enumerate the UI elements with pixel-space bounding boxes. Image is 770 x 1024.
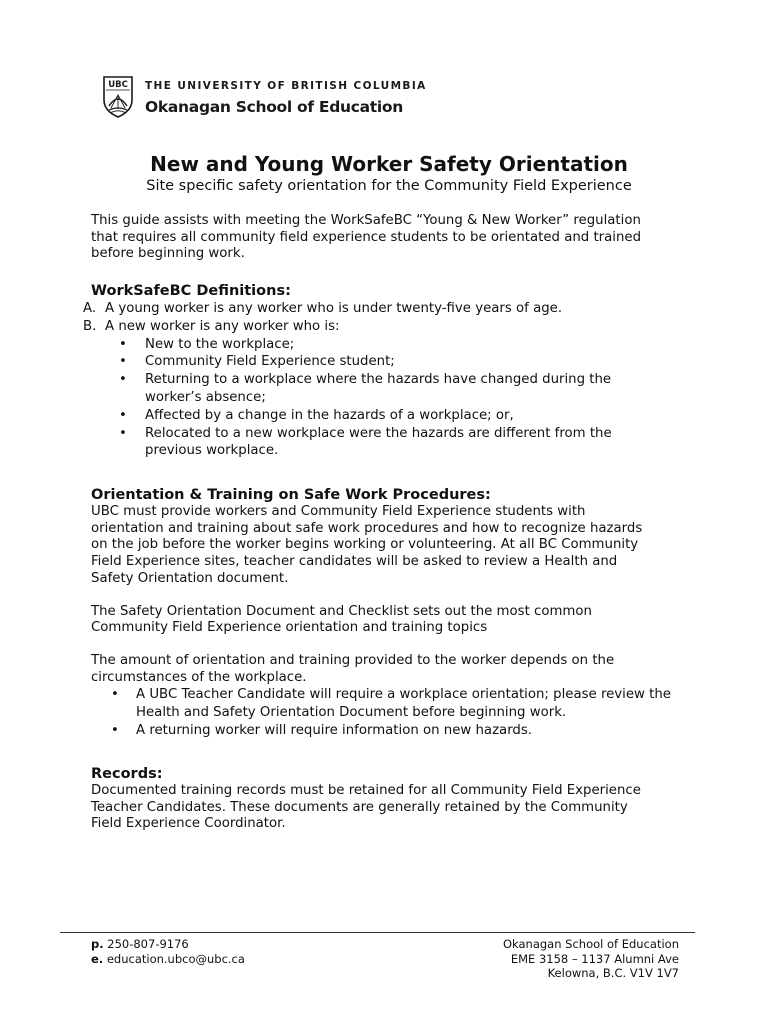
list-item-text: New to the workplace;: [145, 336, 295, 352]
list-item-text: A new worker is any worker who is:: [105, 318, 340, 334]
ubc-crest-logo: [103, 76, 133, 118]
orientation-line: orientation and training about safe work procedures and how to recognize hazards: [91, 520, 643, 536]
orientation-section: [91, 486, 687, 740]
address-line: Kelowna, B.C. V1V 1V7: [547, 966, 679, 980]
list-item-text: Affected by a change in the hazards of a workplace; or,: [145, 407, 514, 423]
orientation-heading: Orientation & Training on Safe Work Procedures:: [91, 487, 491, 503]
school-name: Okanagan School of Education: [145, 98, 403, 116]
list-item-text: A young worker is any worker who is under twenty-five years of age.: [105, 301, 563, 316]
crest-text: UBC: [108, 80, 128, 90]
definitions-heading: WorkSafeBC Definitions:: [91, 283, 291, 299]
orientation-line: circumstances of the workplace.: [91, 669, 307, 685]
list-marker: B.: [83, 318, 97, 334]
email-address: education.ubco@ubc.ca: [106, 952, 245, 966]
list-item-text: A UBC Teacher Candidate will require a workplace orientation; please review the Health and Safety Orientation Document before beginning work.: [136, 687, 671, 721]
page-title: New and Young Worker Safety Orientation: [150, 152, 628, 176]
page-subtitle: Site specific safety orientation for the Community Field Experience: [146, 178, 632, 194]
orientation-line: The amount of orientation and training provided to the worker depends on the: [91, 652, 615, 668]
address-line: EME 3158 – 1137 Alumni Ave: [510, 951, 679, 966]
list-marker: A.: [83, 301, 97, 316]
intro-paragraph: [91, 213, 687, 263]
orientation-line: The Safety Orientation Document and Checklist sets out the most common: [91, 603, 592, 619]
list-item: [91, 336, 651, 354]
intro-line: before beginning work.: [91, 246, 245, 262]
list-item: [78, 300, 687, 318]
new-worker-criteria-list: [91, 336, 651, 461]
university-name: THE UNIVERSITY OF BRITISH COLUMBIA: [145, 80, 427, 92]
orientation-line: Field Experience sites, teacher candidates will be asked to review a Health and: [91, 554, 618, 570]
list-item-text: Relocated to a new workplace were the hazards are different from the previous workplace.: [145, 425, 612, 459]
orientation-list: [91, 686, 691, 739]
list-item-text: Returning to a workplace where the hazards have changed during the worker’s absence;: [145, 372, 612, 405]
bullet-glyph: •: [119, 407, 127, 423]
phone-number: 250-807-9176: [107, 937, 189, 951]
email-label: e.: [91, 952, 104, 966]
phone-label: p.: [91, 937, 104, 951]
bullet-glyph: •: [111, 687, 119, 703]
bullet-glyph: •: [111, 722, 119, 738]
footer-divider: [60, 932, 695, 933]
list-item: [78, 318, 687, 336]
records-line: Documented training records must be retained for all Community Field Experience: [91, 783, 641, 798]
list-item: [91, 722, 691, 740]
list-item-text: A returning worker will require information on new hazards.: [136, 722, 533, 738]
bullet-glyph: •: [119, 354, 127, 370]
definitions-section: [83, 282, 687, 460]
list-item-text: Community Field Experience student;: [145, 354, 395, 370]
list-item: [91, 425, 651, 461]
footer-contact: [91, 937, 245, 967]
intro-line: that requires all community field experience students to be orientated and trained: [91, 229, 642, 245]
orientation-line: Community Field Experience orientation and training topics: [91, 620, 488, 636]
bullet-glyph: •: [119, 372, 127, 388]
footer-address: [503, 937, 679, 981]
intro-line: This guide assists with meeting the WorkSafeBC “Young & New Worker” regulation: [91, 213, 641, 228]
list-item: [91, 371, 651, 407]
orientation-line: UBC must provide workers and Community Field Experience students with: [91, 504, 586, 519]
list-item: [91, 353, 651, 371]
records-heading: Records:: [91, 766, 163, 782]
definitions-list: [78, 300, 687, 336]
bullet-glyph: •: [119, 425, 127, 441]
records-line: Teacher Candidates. These documents are generally retained by the Community: [91, 799, 628, 815]
list-item: [91, 686, 691, 722]
records-line: Field Experience Coordinator.: [91, 816, 286, 832]
address-line: Okanagan School of Education: [502, 937, 679, 951]
orientation-line: Safety Orientation document.: [91, 570, 289, 586]
list-item: [91, 407, 651, 425]
bullet-glyph: •: [119, 336, 127, 352]
orientation-line: on the job before the worker begins working or volunteering. At all BC Community: [91, 537, 639, 553]
records-section: [91, 765, 687, 833]
